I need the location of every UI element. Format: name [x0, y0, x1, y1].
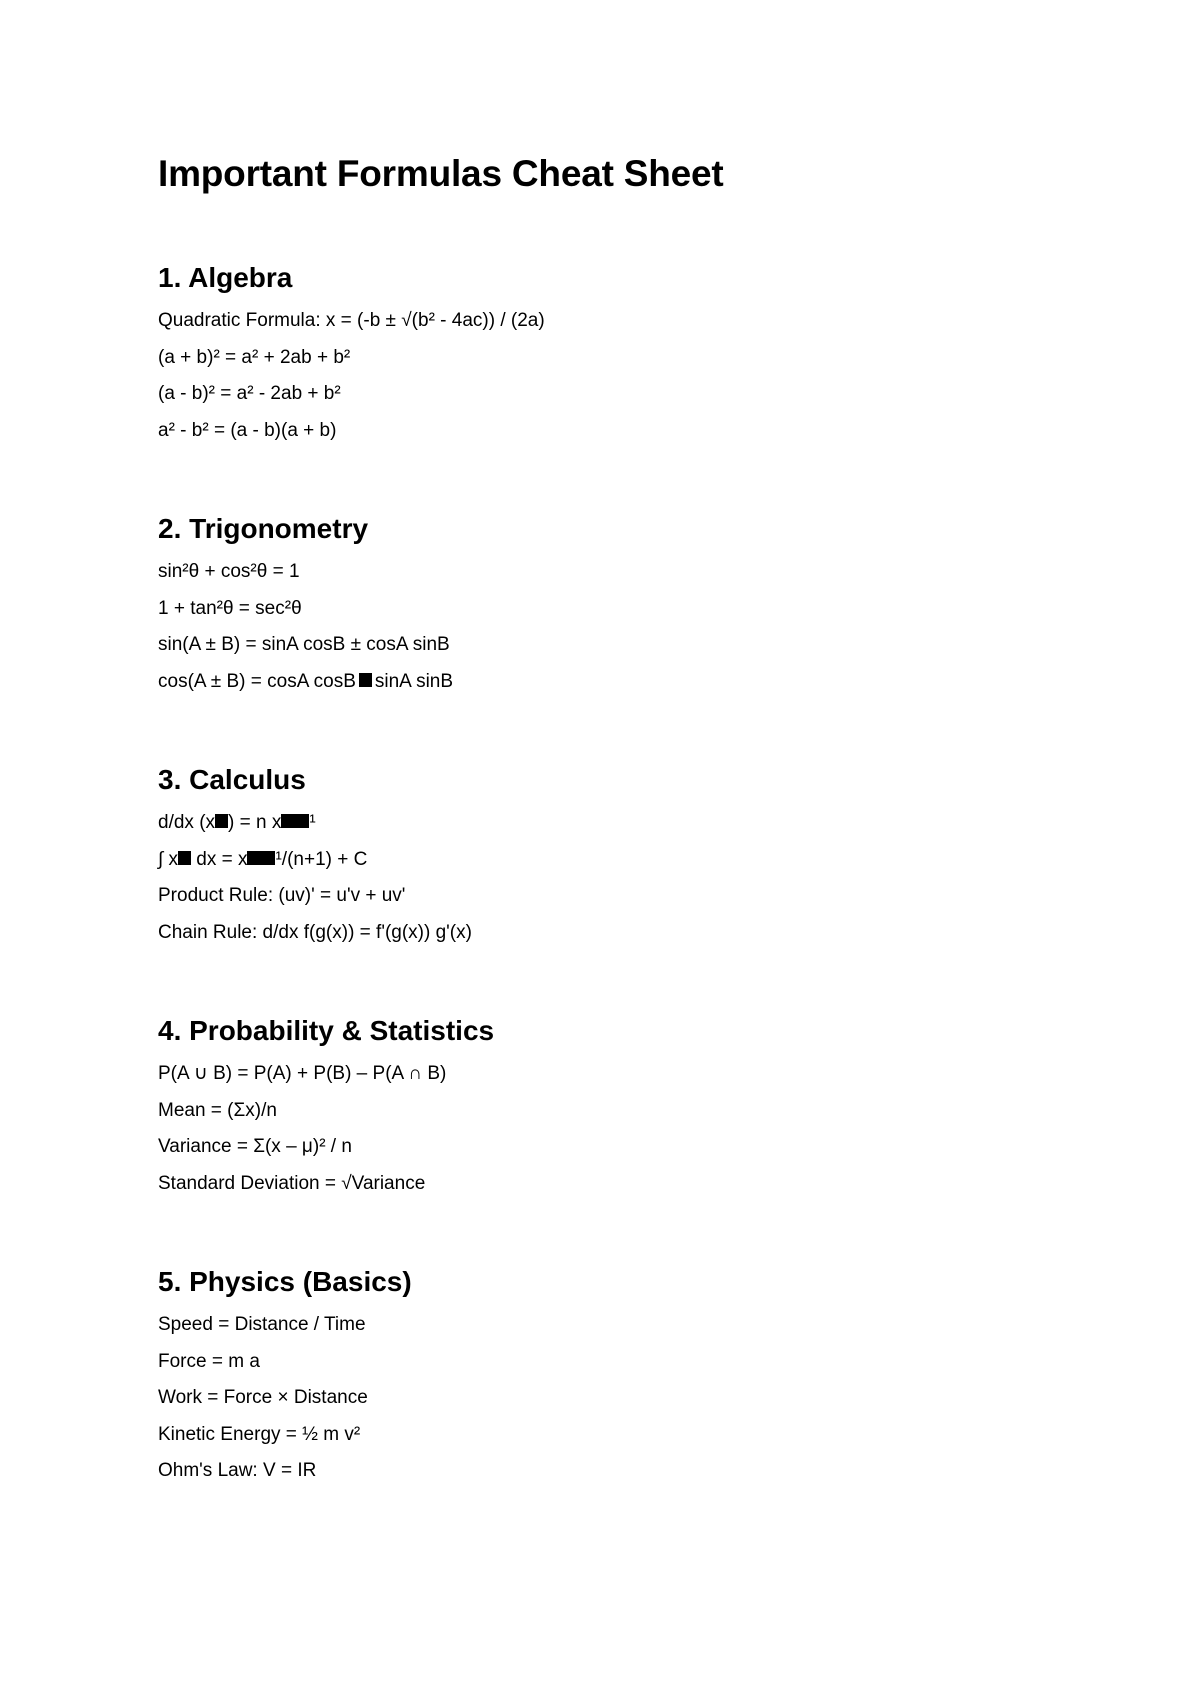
missing-glyph-box [247, 851, 275, 865]
formula-list-physics [158, 1307, 1058, 1490]
formula-power-integral-part1: ∫ x [158, 848, 178, 870]
formula-force: Force = m a [158, 1350, 260, 1372]
missing-glyph-box [359, 673, 372, 687]
formula-list-algebra [158, 303, 1058, 449]
missing-glyph-box [215, 814, 228, 828]
formula-pythagorean-identity: sin²θ + cos²θ = 1 [158, 561, 300, 582]
formula-power-rule-part1: d/dx (x [158, 812, 216, 833]
formula-union-probability: P(A ∪ B) = P(A) + P(B) – P(A ∩ B) [158, 1063, 447, 1084]
formula-speed: Speed = Distance / Time [158, 1314, 366, 1335]
formula-chain-rule: Chain Rule: d/dx f(g(x)) = f'(g(x)) g'(x) [158, 921, 472, 943]
section-heading-probability-statistics: 4. Probability & Statistics [158, 1015, 495, 1046]
formula-list-trigonometry [158, 554, 1058, 700]
formula-power-rule-part3: ¹ [309, 812, 316, 833]
formula-ohms-law: Ohm's Law: V = IR [158, 1460, 317, 1481]
formula-power-integral [158, 842, 1058, 879]
formula-mean: Mean = (Σx)/n [158, 1099, 277, 1121]
formula-power-integral-part3: ¹/(n+1) + C [275, 848, 368, 870]
formula-difference-of-squares: a² - b² = (a - b)(a + b) [158, 419, 337, 441]
page-title: Important Formulas Cheat Sheet [158, 153, 724, 194]
formula-kinetic-energy: Kinetic Energy = ½ m v² [158, 1423, 361, 1445]
formula-product-rule: Product Rule: (uv)' = u'v + uv' [158, 885, 406, 906]
formula-list-calculus [158, 805, 1058, 951]
section-heading-algebra: 1. Algebra [158, 262, 293, 293]
formula-variance: Variance = Σ(x – μ)² / n [158, 1136, 352, 1157]
formula-list-probability-statistics [158, 1056, 1058, 1202]
section-physics [158, 1265, 1058, 1490]
missing-glyph-box [178, 851, 191, 865]
section-heading-physics: 5. Physics (Basics) [158, 1266, 412, 1297]
formula-cosine-sum-right: sinA sinB [374, 670, 454, 692]
formula-square-of-sum: (a + b)² = a² + 2ab + b² [158, 346, 351, 368]
formula-power-rule [158, 805, 1058, 842]
formula-cosine-sum-left: cos(A ± B) = cosA cosB [158, 670, 356, 692]
section-probability-statistics [158, 1014, 1058, 1202]
document-content [158, 150, 1058, 1490]
formula-cosine-sum [158, 664, 1058, 701]
formula-work: Work = Force × Distance [158, 1387, 368, 1408]
formula-standard-deviation: Standard Deviation = √Variance [158, 1172, 426, 1194]
section-heading-trigonometry: 2. Trigonometry [158, 513, 369, 544]
formula-power-rule-part2: ) = n x [228, 812, 282, 833]
formula-power-integral-part2: dx = x [190, 848, 248, 870]
missing-glyph-box [281, 814, 309, 828]
formula-sine-sum: sin(A ± B) = sinA cosB ± cosA sinB [158, 634, 450, 655]
formula-quadratic: Quadratic Formula: x = (-b ± √(b² - 4ac)) / (2a) [158, 310, 545, 331]
section-heading-calculus: 3. Calculus [158, 764, 306, 795]
section-calculus [158, 763, 1058, 951]
section-trigonometry [158, 512, 1058, 700]
section-algebra [158, 261, 1058, 449]
formula-tan-sec-identity: 1 + tan²θ = sec²θ [158, 597, 302, 619]
formula-square-of-difference: (a - b)² = a² - 2ab + b² [158, 383, 341, 404]
